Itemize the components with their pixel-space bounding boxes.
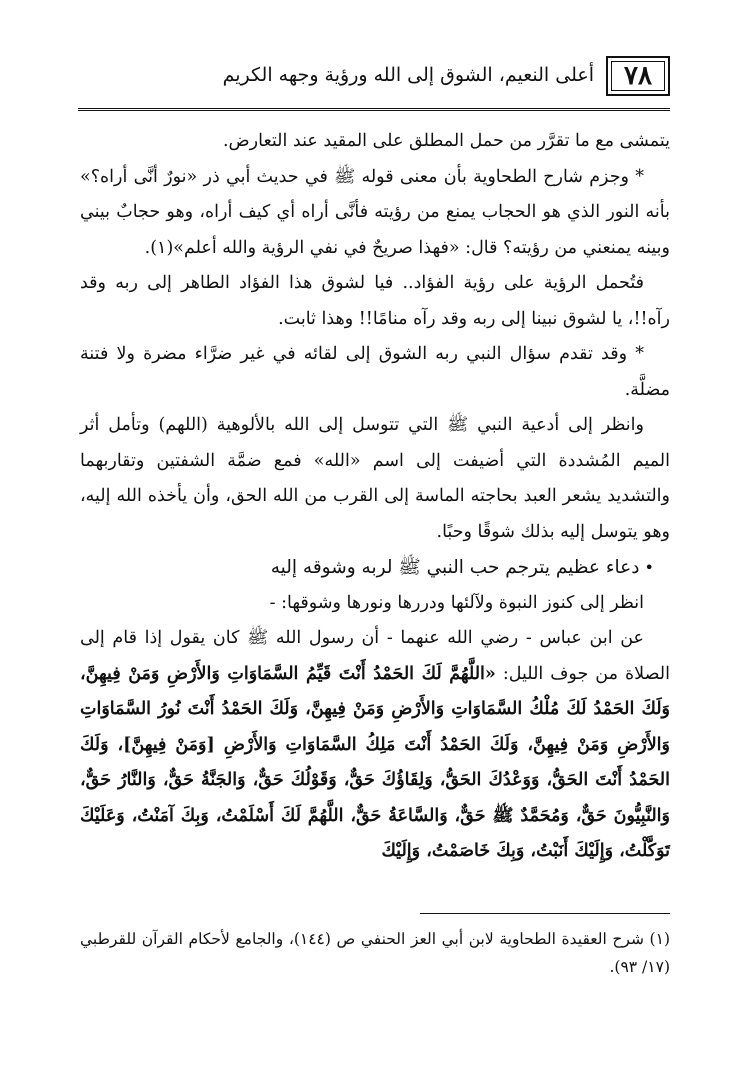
- section-heading: [80, 550, 670, 586]
- page-header: [78, 52, 670, 110]
- footnote-divider: [420, 913, 670, 914]
- paragraph-2: [80, 160, 670, 267]
- header-divider: [78, 108, 670, 111]
- paragraph-4: [80, 337, 670, 408]
- page-number: ٧٨: [606, 56, 670, 96]
- dua-text: «اللَّهُمَّ لَكَ الحَمْدُ أَنْتَ قَيِّمُ السَّمَاوَاتِ وَالأَرْضِ وَمَنْ فِيهِنَّ، وَلَكَ الحَمْدُ لَكَ مُلْكُ السَّمَاوَاتِ وَالأَرْضِ وَمَنْ فِيهِنَّ، وَلَكَ الحَمْدُ أَنْتَ نُورُ السَّمَاوَاتِ وَالأَرْضِ وَمَنْ فِيهِنَّ، وَلَكَ الحَمْدُ أَنْتَ مَلِكُ السَّمَاوَاتِ وَالأَرْضِ [وَمَنْ فِيهِنَّ]، وَلَكَ الحَمْدُ أَنْتَ الحَقُّ، وَوَعْدُكَ الحَقُّ، وَلِقَاؤُكَ حَقٌّ، وَقَوْلُكَ حَقٌّ، وَالجَنَّةُ حَقٌّ، وَالنَّارُ حَقٌّ، وَالنَّبِيُّونَ حَقٌّ، وَمُحَمَّدٌ ﷺ حَقٌّ، وَالسَّاعَةُ حَقٌّ، اللَّهُمَّ لَكَ أَسْلَمْتُ، وَبِكَ آمَنْتُ، وَعَلَيْكَ تَوَكَّلْتُ، وَإِلَيْكَ أَنَبْتُ، وَبِكَ خَاصَمْتُ، وَإِلَيْكَ: [80, 663, 670, 861]
- body-text: [80, 124, 670, 870]
- paragraph-6: انظر إلى كنوز النبوة ولآلئها ودررها ونورها وشوقها: -: [269, 592, 644, 613]
- paragraph-5: وانظر إلى أدعية النبي ﷺ التي تتوسل إلى الله بالألوهية (اللهم) وتأمل أثر الميم المُشددة التي أضيفت إلى اسم «الله» فمع ضمَّة الشفتين وتقاربهما والتشديد يشعر العبد بحاجته الماسة إلى القرب من الله الحق، وأن يأخذه الله إليه، وهو يتوسل إليه بذلك شوقًا وحبًا.: [80, 415, 670, 542]
- paragraph-3: فتُحمل الرؤية على رؤية الفؤاد.. فيا لشوق هذا الفؤاد الطاهر إلى ربه وقد رآه!!، يا لشوق نبينا إلى ربه وقد رآه منامًا!! وهذا ثابت.: [80, 273, 670, 329]
- paragraph-4-text: وقد تقدم سؤال النبي ربه الشوق إلى لقائه في غير ضرَّاء مضرة ولا فتنة مضلَّة.: [80, 344, 670, 400]
- footnotes: [80, 925, 670, 981]
- hadith-intro: عن ابن عباس - رضي الله عنهما - أن رسول الله ﷺ كان يقول إذا قام إلى الصلاة من جوف الليل:: [80, 628, 670, 684]
- paragraph-1: يتمشى مع ما تقرَّر من حمل المطلق على المقيد عند التعارض.: [222, 131, 670, 151]
- section-heading-text: دعاء عظيم يترجم حب النبي ﷺ لربه وشوقه إليه: [270, 557, 640, 578]
- running-title: أعلى النعيم، الشوق إلى الله ورؤية وجهه الكريم: [222, 64, 594, 86]
- footnote-1: (١) شرح العقيدة الطحاوية لابن أبي العز الحنفي ص (١٤٤)، والجامع لأحكام القرآن للقرطبي (١٧/ ٩٣).: [80, 930, 670, 976]
- paragraph-7: [80, 621, 670, 870]
- paragraph-2-text: وجزم شارح الطحاوية بأن معنى قوله ﷺ في حديث أبي ذر «نورٌ أنَّى أراه؟» بأنه النور الذي هو الحجاب يمنع من رؤيته فأنَّى أراه أي كيف أراه، وهو حجابٌ بيني وبينه يمنعني من رؤيته؟ قال: «فهذا صريحٌ في نفي الرؤية والله أعلم»(١).: [80, 166, 670, 258]
